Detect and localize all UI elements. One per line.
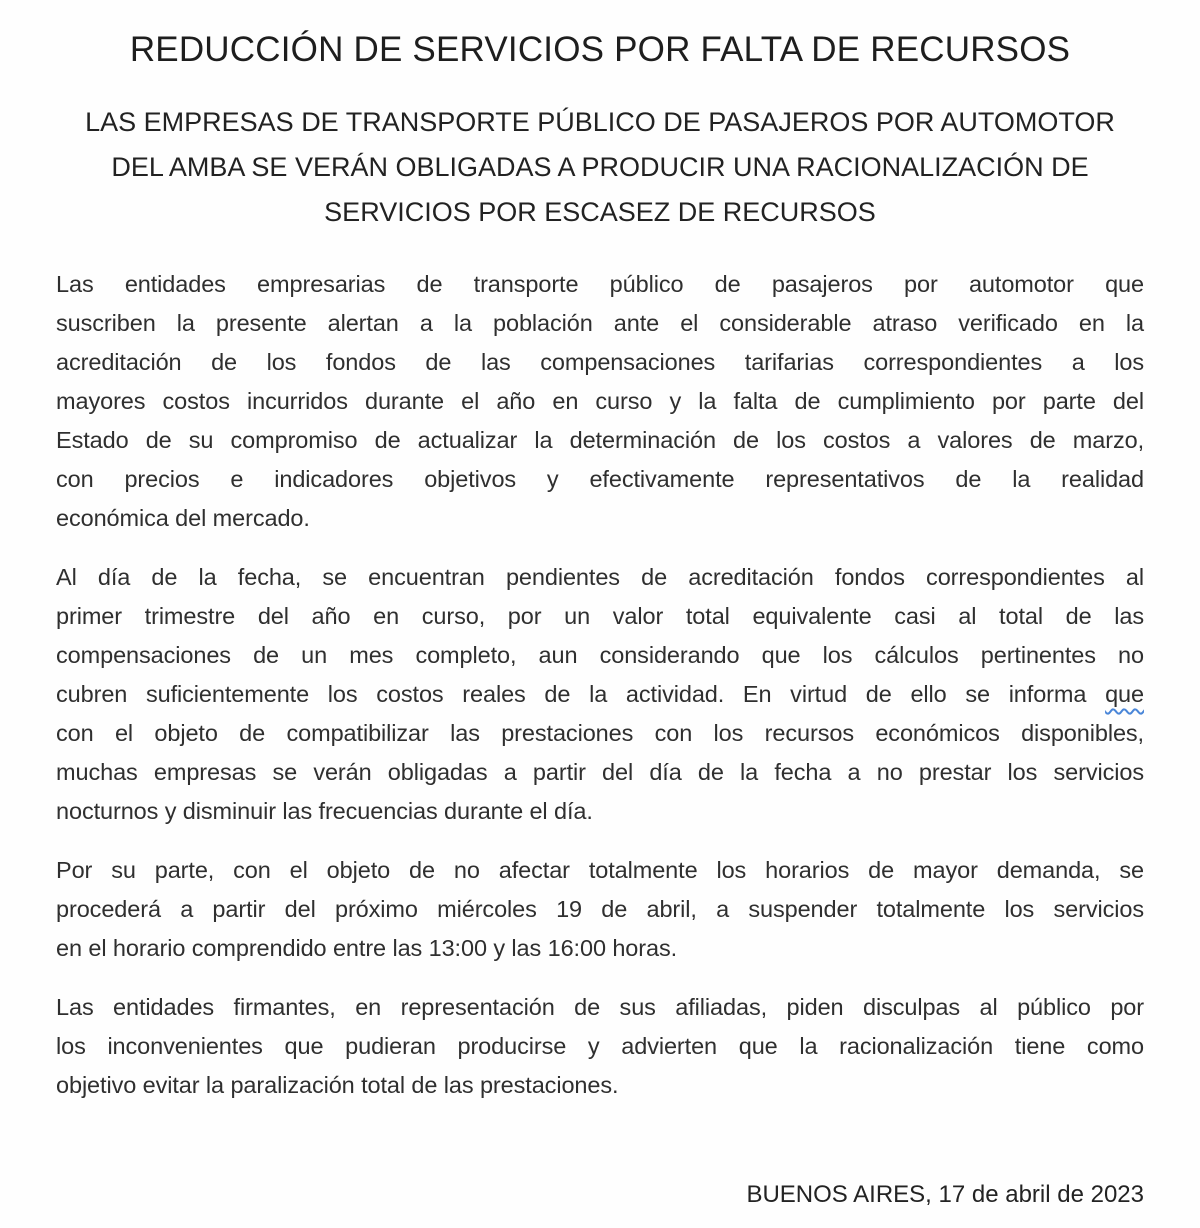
text-line: con precios e indicadores objetivos y efectivamente representativos de la realidad (56, 466, 1144, 492)
text-line: los inconvenientes que pudieran producirse y advierten que la racionalización tiene como (56, 1033, 1144, 1059)
text-line: Las entidades empresarias de transporte público de pasajeros por automotor que (56, 271, 1144, 297)
body-paragraph-1 (56, 265, 1144, 538)
document-title: REDUCCIÓN DE SERVICIOS POR FALTA DE RECURSOS (129, 30, 1071, 69)
text-line: muchas empresas se verán obligadas a partir del día de la fecha a no prestar los servicios (56, 759, 1144, 785)
text-line: DEL AMBA SE VERÁN OBLIGADAS A PRODUCIR UNA RACIONALIZACIÓN DE (111, 152, 1089, 182)
text-line: SERVICIOS POR ESCASEZ DE RECURSOS (324, 197, 876, 227)
text-line-segment: cubren suficientemente los costos reales de la actividad. En virtud de ello se informa (56, 681, 1106, 707)
dateline: BUENOS AIRES, 17 de abril de 2023 (746, 1181, 1144, 1208)
text-line: Por su parte, con el objeto de no afectar totalmente los horarios de mayor demanda, se (56, 857, 1144, 883)
body-paragraph-3 (56, 851, 1144, 968)
text-line: LAS EMPRESAS DE TRANSPORTE PÚBLICO DE PASAJEROS POR AUTOMOTOR (85, 107, 1115, 137)
text-line: en el horario comprendido entre las 13:00 y las 16:00 horas. (56, 935, 678, 961)
document-body (56, 265, 1144, 1105)
text-line: con el objeto de compatibilizar las prestaciones con los recursos económicos disponibles, (56, 720, 1144, 746)
text-line: Al día de la fecha, se encuentran pendientes de acreditación fondos correspondientes al (56, 564, 1144, 590)
grammar-check-underline: que (1105, 681, 1144, 707)
body-paragraph-2 (56, 558, 1144, 831)
text-line: suscriben la presente alertan a la población ante el considerable atraso verificado en la (56, 310, 1144, 336)
text-line: primer trimestre del año en curso, por un valor total equivalente casi al total de las (56, 603, 1144, 629)
text-line: Las entidades firmantes, en representación de sus afiliadas, piden disculpas al público por (56, 994, 1144, 1020)
text-line (56, 675, 1144, 714)
text-line: procederá a partir del próximo miércoles 19 de abril, a suspender totalmente los servicios (56, 896, 1144, 922)
body-paragraph-4 (56, 988, 1144, 1105)
text-line: acreditación de los fondos de las compensaciones tarifarias correspondientes a los (56, 349, 1144, 375)
text-line: Estado de su compromiso de actualizar la determinación de los costos a valores de marzo, (56, 427, 1144, 453)
document-subtitle (56, 100, 1144, 235)
text-line: mayores costos incurridos durante el año en curso y la falta de cumplimiento por parte del (56, 388, 1144, 414)
text-line: económica del mercado. (56, 505, 310, 531)
text-line: nocturnos y disminuir las frecuencias durante el día. (56, 798, 593, 824)
text-line: objetivo evitar la paralización total de las prestaciones. (56, 1072, 619, 1098)
text-line: compensaciones de un mes completo, aun considerando que los cálculos pertinentes no (56, 642, 1144, 668)
